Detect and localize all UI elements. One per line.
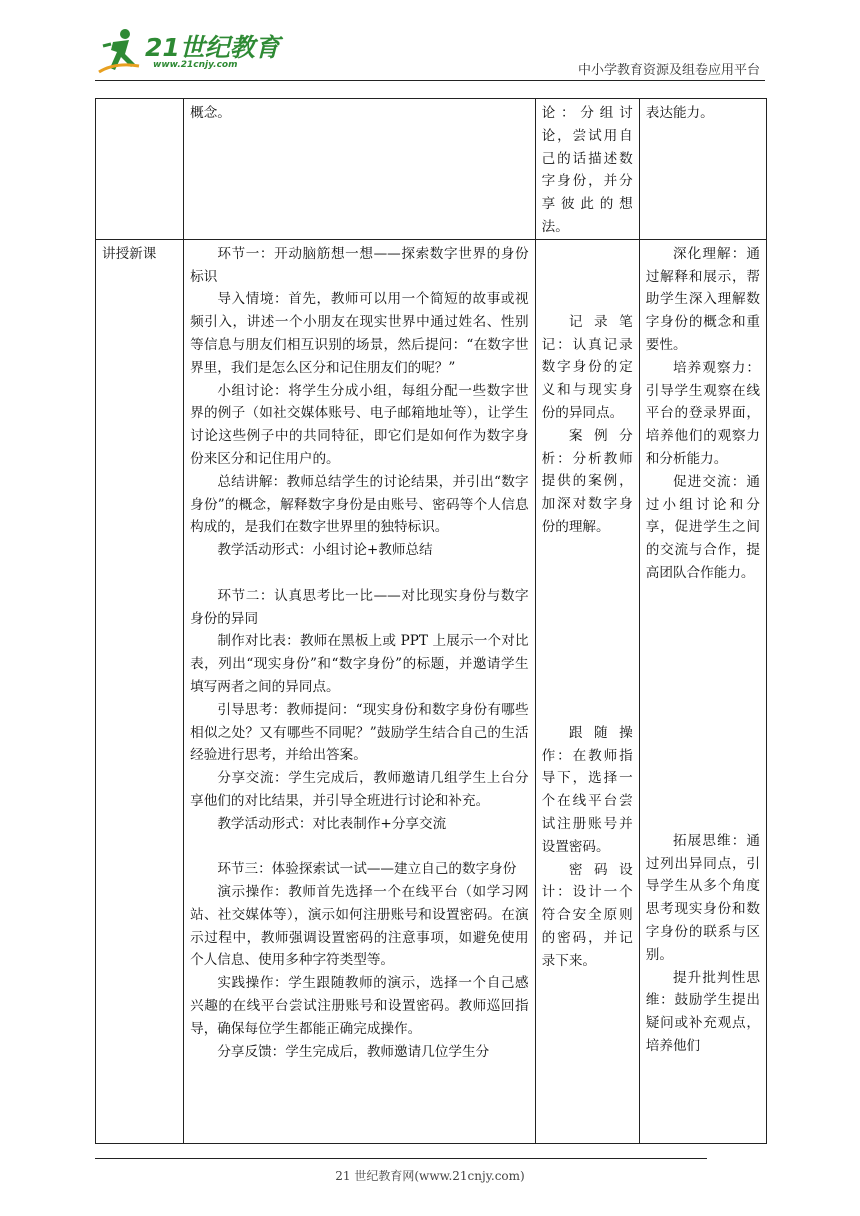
student-activity: 密码设计：设计一个符合安全原则的密码，并记录下来。 [541,861,633,969]
spacer [190,562,529,585]
student-activity: 案例分析：分析教师提供的案例，加深对数字身份的理解。 [541,427,633,535]
paragraph: 分享交流：学生完成后，教师邀请几组学生上台分享他们的对比结果，并引导全班进行讨论和补充。 [190,770,529,809]
paragraph: 教学活动形式：对比表制作+分享交流 [217,815,447,832]
logo-url: www.21cnjy.com [153,60,238,70]
spacer [646,585,760,830]
table-row [96,99,767,240]
row1-col4-text: 表达能力。 [645,105,714,121]
paragraph: 教学活动形式：小组讨论+教师总结 [217,542,433,559]
row2-col2 [184,239,536,1143]
design-intent: 深化理解：通过解释和展示，帮助学生深入理解数字身份的概念和重要性。 [645,245,760,353]
lesson-plan-table [95,98,767,1144]
student-activity: 跟随操作：在教师指导下，选择一个在线平台尝试注册账号并设置密码。 [541,724,633,855]
paragraph: 总结讲解：教师总结学生的讨论结果，并引出“数字身份”的概念，解释数字身份是由账号、密码等个人信息构成的，是我们在数字世界里的独特标识。 [190,473,529,536]
row1-col1 [96,99,184,240]
paragraph: 导入情境：首先，教师可以用一个简短的故事或视频引入，讲述一个小朋友在现实世界中通过姓名、性别等信息与朋友们相互识别的场景，然后提问：“在数字世界里，我们是怎么区分和记住朋友们的呢？” [190,291,529,376]
site-label: 中小学教育资源及组卷应用平台 [577,63,760,78]
row1-col4 [639,99,766,240]
footer-text[interactable]: 21 世纪教育网(www.21cnjy.com) [335,1169,525,1183]
spacer [542,539,633,722]
table-row [96,239,767,1143]
paragraph: 演示操作：教师首先选择一个在线平台（如学习网站、社交媒体等），演示如何注册账号和设置密码。在演示过程中，教师强调设置密码的注意事项，如避免使用个人信息、使用多种字符类型等。 [190,884,529,969]
paragraph: 分享反馈：学生完成后，教师邀请几位学生分 [217,1043,490,1060]
student-activity: 记录笔记：认真记录数字身份的定义和与现实身份的异同点。 [541,313,633,421]
row1-col2 [184,99,536,240]
section-heading: 环节三：体验探索试一试——建立自己的数字身份 [217,861,517,878]
page-header [0,0,860,90]
logo-title: 21世纪教育 [145,33,280,62]
design-intent: 提升批判性思维：鼓励学生提出疑问或补充观点，培养他们 [645,969,760,1054]
design-intent: 拓展思维：通过列出异同点，引导学生从多个角度思考现实身份和数字身份的联系与区别。 [645,832,760,963]
section-heading: 环节二：认真思考比一比——对比现实身份与数字身份的异同 [190,587,529,627]
row1-col2-text: 概念。 [190,105,231,121]
section-heading: 环节一：开动脑筋想一想——探索数字世界的身份标识 [190,245,529,285]
row2-col1: 讲授新课 [96,239,184,1143]
row1-col3 [535,99,639,240]
spacer [190,836,529,859]
design-intent: 促进交流：通过小组讨论和分享，促进学生之间的交流与合作，提高团队合作能力。 [645,473,760,581]
paragraph: 引导思考：教师提问：“现实身份和数字身份有哪些相似之处？又有哪些不同呢？”鼓励学生结合自己的生活经验进行思考，并给出答案。 [190,701,529,764]
site-logo[interactable] [95,26,280,78]
row2-col3 [535,239,639,1143]
footer-divider [95,1158,707,1159]
row1-col3-text: 论：分组讨论，尝试用自己的话描述数字身份，并分享彼此的想法。 [541,105,633,235]
paragraph: 制作对比表：教师在黑板上或 PPT 上展示一个对比表，列出“现实身份”和“数字身份”的标题，并邀请学生填写两者之间的异同点。 [190,633,529,695]
row2-col4 [639,239,766,1143]
spacer [542,243,633,311]
runner-logo-icon [95,26,147,78]
design-intent: 培养观察力：引导学生观察在线平台的登录界面，培养他们的观察力和分析能力。 [645,359,760,467]
paragraph: 实践操作：学生跟随教师的演示，选择一个自己感兴趣的在线平台尝试注册账号和设置密码。教师巡回指导，确保每位学生都能正确完成操作。 [190,975,529,1037]
paragraph: 小组讨论：将学生分成小组，每组分配一些数字世界的例子（如社交媒体账号、电子邮箱地址等），让学生讨论这些例子中的共同特征，即它们是如何作为数字身份来区分和记住用户的。 [190,382,529,467]
header-divider [95,80,765,81]
